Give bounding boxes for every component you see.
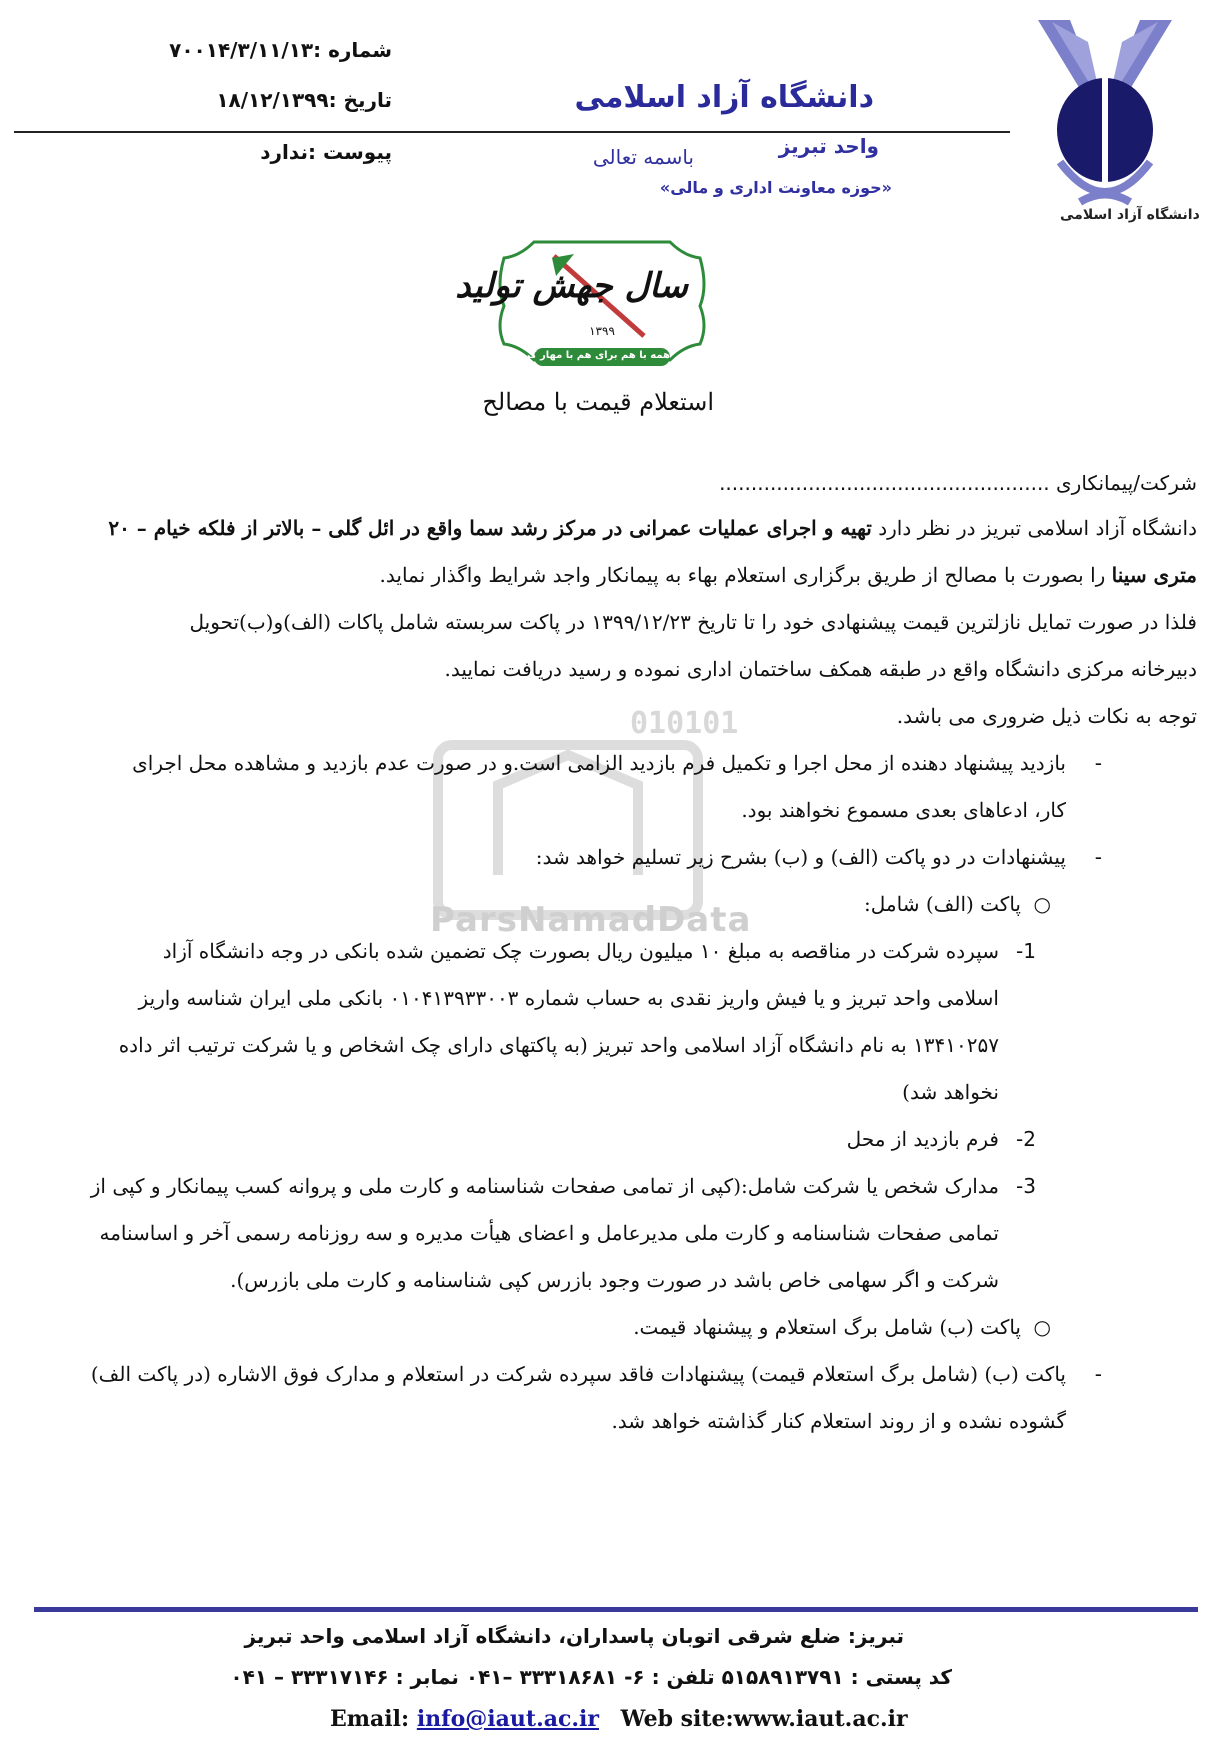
slogan-main: سال جهش تولید [455, 266, 688, 306]
packet-b-title: پاکت (ب) شامل برگ استعلام و پیشنهاد قیمت. [633, 1315, 1021, 1339]
paragraph-1-line-1 [108, 505, 1197, 552]
paragraph-1-line-2 [380, 552, 1197, 599]
circle-bullet-b: ○ [1033, 1315, 1051, 1339]
item-number-3: 3- [1016, 1174, 1036, 1198]
bullet-3-line-1: پاکت (ب) (شامل برگ استعلام قیمت) پیشنهادات فاقد سپرده شرکت در استعلام و مدارک فوق الاشاره (در پاکت الف) [90, 1362, 1066, 1386]
item-3-line-1: مدارک شخص یا شرکت شامل:(کپی از تمامی صفحات شناسنامه و کارت ملی و پروانه کسب پیمانکار و کپی از [90, 1174, 999, 1198]
email-link[interactable]: info@iaut.ac.ir [416, 1706, 599, 1732]
university-title: دانشگاه آزاد اسلامی [574, 80, 874, 115]
item-number-2: 2- [1016, 1127, 1036, 1151]
bismillah: باسمه تعالی [592, 145, 694, 169]
circle-bullet-a: ○ [1033, 892, 1051, 916]
p1-line-2-text: را بصورت با مصالح از طریق برگزاری استعلام بهاء به پیمانکار واجد شرایط واگذار نماید. [379, 563, 1112, 587]
slogan-ribbon: همه با هم برای هم با مهار کرونا [510, 350, 670, 361]
slogan-year: ۱۳۹۹ [589, 324, 615, 338]
footer-web [330, 1706, 908, 1732]
footer-address: تبریز: ضلع شرقی اتوبان پاسداران، دانشگاه آزاد اسلامی واحد تبریز [244, 1624, 904, 1648]
paragraph-2-line-1: فلذا در صورت تمایل نازلترین قیمت پیشنهادی خود را تا تاریخ ۱۳۹۹/۱۲/۲۳ در پاکت سربسته شامل پاکات (الف)و(ب)تحویل [189, 610, 1197, 634]
bullet-dash-1: - [1094, 751, 1102, 775]
letter-date: تاریخ :۱۸/۱۲/۱۳۹۹ [216, 88, 392, 112]
letter-number: شماره :۷۰۰۱۴/۳/۱۱/۱۳ [169, 38, 392, 62]
footer-divider [34, 1607, 1198, 1612]
p1-line-2-bold: متری سینا [1111, 563, 1197, 587]
website-text: Web site:www.iaut.ac.ir [620, 1706, 908, 1732]
logo-caption: دانشگاه آزاد اسلامی [1060, 207, 1200, 223]
item-1-line-4: نخواهد شد) [902, 1080, 999, 1104]
watermark-digits: 010101 [630, 706, 739, 741]
watermark-text: ParsNamadData [430, 900, 752, 940]
unit-name: واحد تبریز [778, 134, 879, 158]
item-1-line-3: ۱۳۴۱۰۲۵۷ به نام دانشگاه آزاد اسلامی واحد تبریز (به پاکتهای دارای چک اشخاص و یا شرکت ترتیب اثر داده [118, 1033, 999, 1057]
item-3-line-2: تمامی صفحات شناسنامه و کارت ملی مدیرعامل و اعضای هیأت مدیره و سه روزنامه رسمی آخر و اساسنامه [99, 1221, 999, 1245]
packet-a-title: پاکت (الف) شامل: [864, 892, 1021, 916]
email-label: Email: [330, 1706, 410, 1732]
footer-contacts: کد پستی : ۵۱۵۸۹۱۳۷۹۱ تلفن : ۶- ۳۳۳۱۸۶۸۱ –۰۴۱ نمابر : ۳۳۳۱۷۱۴۶ – ۰۴۱ [230, 1665, 952, 1689]
p1-line-1-bold: تهیه و اجرای عملیات عمرانی در مرکز رشد سما واقع در ائل گلی – بالاتر از فلکه خیام – ۲۰ [108, 516, 872, 540]
p1-line-1-text: دانشگاه آزاد اسلامی تبریز در نظر دارد [871, 516, 1197, 540]
item-1-line-2: اسلامی واحد تبریز و یا فیش واریز نقدی به حساب شماره ۰۱۰۴۱۳۹۳۳۰۰۳ بانکی ملی ایران شناسه واریز [138, 986, 999, 1010]
company-line: شرکت/پیمانکاری .................................................... [719, 471, 1197, 495]
department-name: «حوزه معاونت اداری و مالی» [659, 178, 892, 197]
item-1-line-1: سپرده شرکت در مناقصه به مبلغ ۱۰ میلیون ریال بصورت چک تضمین شده بانکی در وجه دانشگاه آزاد [162, 939, 999, 963]
notes-intro: توجه به نکات ذیل ضروری می باشد. [896, 704, 1197, 728]
bullet-1-line-2: کار، ادعاهای بعدی مسموع نخواهند بود. [741, 798, 1066, 822]
item-2: فرم بازدید از محل [846, 1127, 999, 1151]
bullet-3-line-2: گشوده نشده و از روند استعلام کنار گذاشته خواهد شد. [611, 1409, 1066, 1433]
letter-attachment: پیوست :ندارد [260, 140, 392, 164]
bullet-dash-3: - [1094, 1362, 1102, 1386]
bullet-dash-2: - [1094, 845, 1102, 869]
bullet-2: پیشنهادات در دو پاکت (الف) و (ب) بشرح زیر تسلیم خواهد شد: [535, 845, 1066, 869]
letter-subject: استعلام قیمت با مصالح [482, 388, 714, 416]
item-number-1: 1- [1016, 939, 1036, 963]
item-3-line-3: شرکت و اگر سهامی خاص باشد در صورت وجود بازرس کپی شناسنامه و کارت ملی بازرس). [230, 1268, 999, 1292]
paragraph-2-line-2: دبیرخانه مرکزی دانشگاه واقع در طبقه همکف ساختمان اداری نموده و رسید دریافت نمایید. [444, 657, 1197, 681]
bullet-1-line-1: بازدید پیشنهاد دهنده از محل اجرا و تکمیل فرم بازدید الزامی است.و در صورت عدم بازدید و مشاهده محل اجرای [132, 751, 1066, 775]
